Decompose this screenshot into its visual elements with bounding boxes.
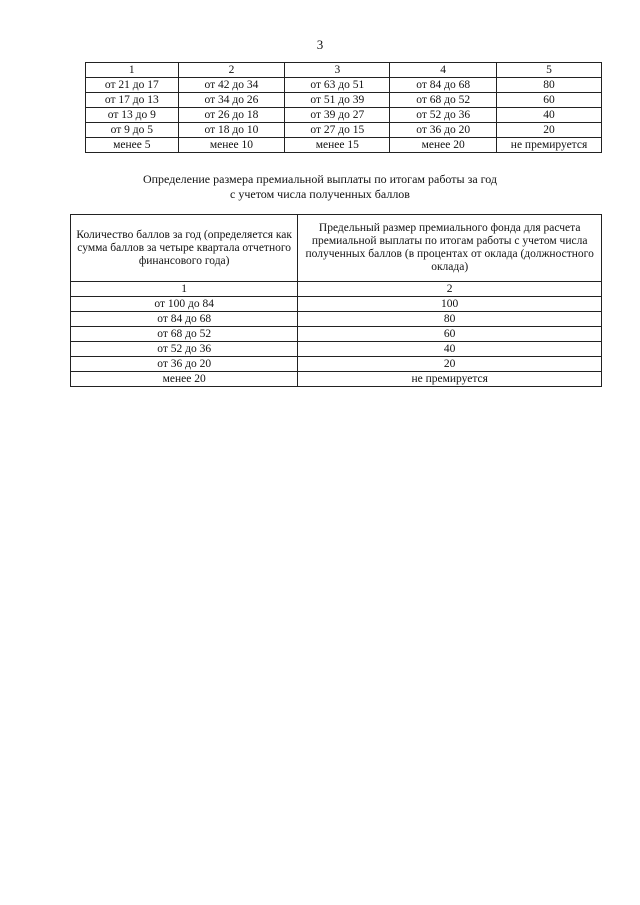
table-cell: от 34 до 26: [178, 93, 285, 108]
table-cell: не премируется: [497, 138, 602, 153]
table-cell: от 13 до 9: [86, 108, 179, 123]
table-cell: менее 15: [285, 138, 390, 153]
table-row: [71, 327, 602, 342]
column-number: 3: [285, 63, 390, 78]
caption-line: с учетом числа полученных баллов: [230, 187, 410, 201]
table-cell: от 27 до 15: [285, 123, 390, 138]
table-row: [71, 297, 602, 312]
table-cell: менее 20: [71, 372, 298, 387]
table-cell: от 68 до 52: [390, 93, 497, 108]
column-number: 2: [298, 282, 602, 297]
table-cell: от 100 до 84: [71, 297, 298, 312]
table-cell: менее 10: [178, 138, 285, 153]
table-cell: от 17 до 13: [86, 93, 179, 108]
table-cell: от 63 до 51: [285, 78, 390, 93]
score-table-quarterly: [85, 62, 602, 153]
table-cell: от 51 до 39: [285, 93, 390, 108]
table-cell: 20: [298, 357, 602, 372]
table-cell: 100: [298, 297, 602, 312]
table-header-row: [71, 215, 602, 282]
table-cell: от 84 до 68: [71, 312, 298, 327]
page-number: 3: [316, 37, 324, 52]
column-header-score-count: Количество баллов за год (определяется как сумма баллов за четыре квартала отчетного финансового года): [71, 215, 298, 282]
table-cell: от 26 до 18: [178, 108, 285, 123]
table-header-row: [86, 63, 602, 78]
column-number: 1: [86, 63, 179, 78]
table-cell: от 52 до 36: [71, 342, 298, 357]
table-cell: менее 5: [86, 138, 179, 153]
table-cell: от 39 до 27: [285, 108, 390, 123]
table-cell: от 18 до 10: [178, 123, 285, 138]
table-cell: 80: [497, 78, 602, 93]
table-row: [86, 123, 602, 138]
table-cell: менее 20: [390, 138, 497, 153]
table-cell: 60: [298, 327, 602, 342]
table-row: [86, 93, 602, 108]
column-number: 5: [497, 63, 602, 78]
table-cell: от 84 до 68: [390, 78, 497, 93]
table-cell: от 52 до 36: [390, 108, 497, 123]
table-cell: 80: [298, 312, 602, 327]
table-cell: от 42 до 34: [178, 78, 285, 93]
table-cell: от 21 до 17: [86, 78, 179, 93]
column-number: 1: [71, 282, 298, 297]
table-row: [71, 357, 602, 372]
table-cell: от 36 до 20: [71, 357, 298, 372]
table-row: [86, 138, 602, 153]
score-table-annual: [70, 214, 602, 387]
column-header-bonus-limit: Предельный размер премиального фонда для расчета премиальной выплаты по итогам работы с учетом числа полученных баллов (в процентах от оклада (должностного оклада): [298, 215, 602, 282]
table-row: [71, 312, 602, 327]
column-number: 4: [390, 63, 497, 78]
table-cell: не премируется: [298, 372, 602, 387]
table-row: [71, 372, 602, 387]
table-cell: 20: [497, 123, 602, 138]
table-row: [71, 342, 602, 357]
table-cell: от 36 до 20: [390, 123, 497, 138]
table-cell: 60: [497, 93, 602, 108]
section-caption: [0, 172, 640, 202]
table-cell: от 9 до 5: [86, 123, 179, 138]
table-cell: 40: [298, 342, 602, 357]
table-row: [86, 78, 602, 93]
table-row: [86, 108, 602, 123]
caption-line: Определение размера премиальной выплаты по итогам работы за год: [142, 172, 498, 186]
table-cell: от 68 до 52: [71, 327, 298, 342]
column-number: 2: [178, 63, 285, 78]
table-cell: 40: [497, 108, 602, 123]
table-number-row: [71, 282, 602, 297]
